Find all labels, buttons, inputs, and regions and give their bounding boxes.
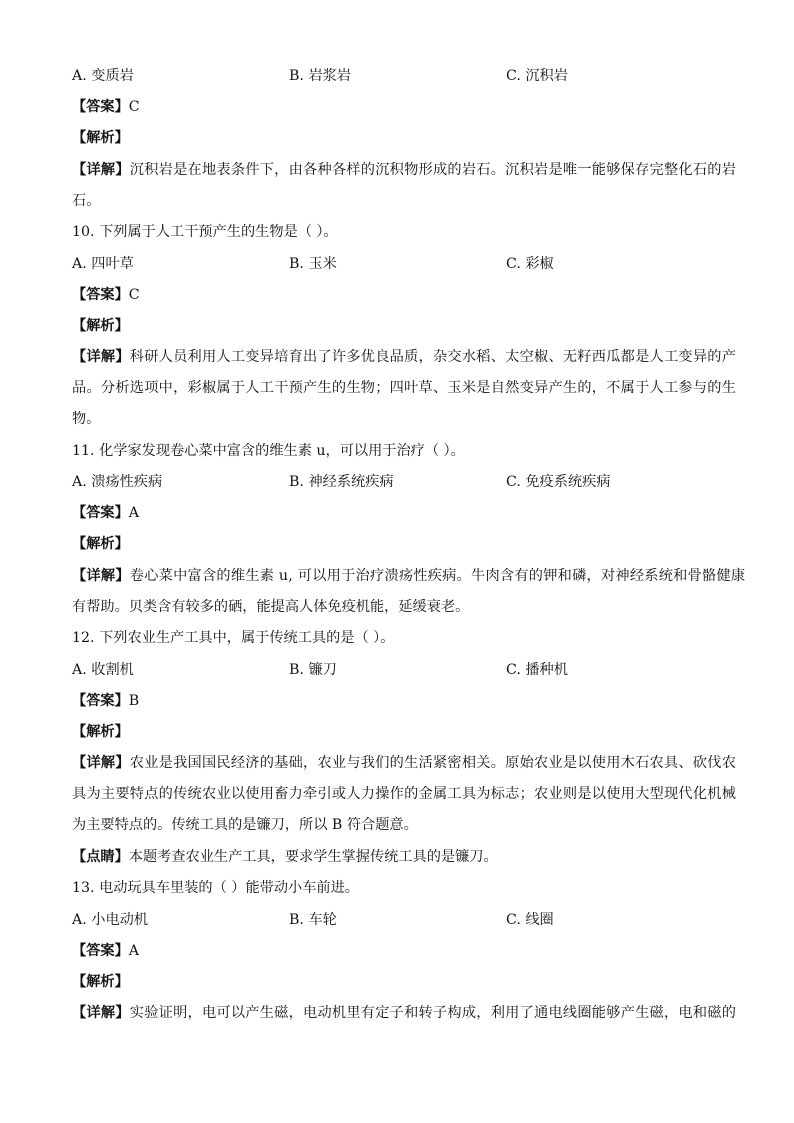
q13-detail-text-1: 实验证明，电可以产生磁，电动机里有定子和转子构成，利用了通电线圈能够产生磁，电和磁的 bbox=[129, 1005, 737, 1021]
q12-stem: 12. 下列农业生产工具中，属于传统工具的是（ ）。 bbox=[72, 630, 395, 646]
q9-option-c: C. 沉积岩 bbox=[506, 68, 568, 84]
analysis-tag: 【解析】 bbox=[72, 974, 129, 990]
answer-tag: 【答案】 bbox=[72, 693, 129, 709]
answer-tag: 【答案】 bbox=[72, 287, 129, 303]
q10-detail-line-2: 品。分析选项中，彩椒属于人工干预产生的生物；四叶草、玉米是自然变异产生的，不属于人工参与的生 bbox=[72, 380, 737, 396]
answer-tag: 【答案】 bbox=[72, 99, 129, 115]
q13-detail-line-1 bbox=[72, 1003, 736, 1023]
q11-answer: A bbox=[128, 505, 140, 521]
q12-detail-line-3: 为主要特点的。传统工具的是镰刀，所以 B 符合题意。 bbox=[72, 817, 418, 833]
q10-option-c: C. 彩椒 bbox=[506, 256, 554, 272]
q10-detail-line-1 bbox=[72, 347, 736, 367]
q10-analysis-line bbox=[72, 316, 129, 336]
q9-answer: C bbox=[128, 99, 140, 115]
q12-point-line bbox=[72, 847, 498, 867]
q13-option-a: A. 小电动机 bbox=[72, 912, 149, 928]
q13-analysis-line bbox=[72, 972, 129, 992]
q9-answer-line bbox=[72, 97, 140, 117]
q9-option-b: B. 岩浆岩 bbox=[289, 68, 352, 84]
q13-option-b: B. 车轮 bbox=[289, 912, 337, 928]
q10-option-a: A. 四叶草 bbox=[72, 256, 134, 272]
q12-answer-line bbox=[72, 691, 139, 711]
q11-stem: 11. 化学家发现卷心菜中富含的维生素 u，可以用于治疗（ ）。 bbox=[72, 443, 465, 459]
q9-option-a: A. 变质岩 bbox=[72, 68, 134, 84]
q12-answer: B bbox=[128, 693, 140, 709]
q13-option-c: C. 线圈 bbox=[506, 912, 554, 928]
detail-tag: 【详解】 bbox=[72, 1005, 130, 1021]
q9-analysis-line bbox=[72, 128, 129, 148]
q11-option-a: A. 溃疡性疾病 bbox=[72, 474, 163, 490]
detail-tag: 【详解】 bbox=[72, 349, 130, 365]
q11-detail-line-2: 有帮助。贝类含有较多的硒，能提高人体免疫机能，延缓衰老。 bbox=[72, 599, 470, 615]
detail-tag: 【详解】 bbox=[72, 568, 130, 584]
q11-option-b: B. 神经系统疾病 bbox=[289, 474, 394, 490]
q11-detail-text-1: 卷心菜中富含的维生素 u, 可以用于治疗溃疡性疾病。牛肉含有的钾和磷，对神经系统和骨骼健康 bbox=[129, 568, 746, 584]
q9-detail-text-1: 沉积岩是在地表条件下，由各种各样的沉积物形成的岩石。沉积岩是唯一能够保存完整化石的岩 bbox=[129, 162, 737, 178]
q12-option-c: C. 播种机 bbox=[506, 662, 568, 678]
q13-answer: A bbox=[128, 943, 140, 959]
analysis-tag: 【解析】 bbox=[72, 536, 129, 552]
q11-detail-line-1 bbox=[72, 566, 745, 586]
q10-stem: 10. 下列属于人工干预产生的生物是（ ）。 bbox=[72, 224, 338, 240]
q10-option-b: B. 玉米 bbox=[289, 256, 337, 272]
analysis-tag: 【解析】 bbox=[72, 724, 129, 740]
q12-detail-line-1 bbox=[72, 753, 736, 773]
q11-option-c: C. 免疫系统疾病 bbox=[506, 474, 611, 490]
q10-detail-line-3: 物。 bbox=[72, 411, 101, 427]
analysis-tag: 【解析】 bbox=[72, 130, 129, 146]
detail-tag: 【详解】 bbox=[72, 755, 130, 771]
q12-analysis-line bbox=[72, 722, 129, 742]
q13-stem: 13. 电动玩具车里装的（ ）能带动小车前进。 bbox=[72, 880, 359, 896]
q10-answer-line bbox=[72, 285, 140, 305]
q12-option-b: B. 镰刀 bbox=[289, 662, 337, 678]
q12-option-a: A. 收割机 bbox=[72, 662, 134, 678]
q11-answer-line bbox=[72, 503, 139, 523]
analysis-tag: 【解析】 bbox=[72, 318, 129, 334]
q11-analysis-line bbox=[72, 534, 129, 554]
q10-answer: C bbox=[128, 287, 140, 303]
q9-detail-line-1 bbox=[72, 160, 736, 180]
answer-tag: 【答案】 bbox=[72, 943, 129, 959]
q13-answer-line bbox=[72, 941, 139, 961]
q12-detail-line-2: 具为主要特点的传统农业以使用畜力牵引或人力操作的金属工具为标志；农业则是以使用大型现代化机械 bbox=[72, 786, 737, 802]
detail-tag: 【详解】 bbox=[72, 162, 130, 178]
q10-detail-text-1: 科研人员利用人工变异培育出了许多优良品质，杂交水稻、太空椒、无籽西瓜都是人工变异的产 bbox=[129, 349, 737, 365]
q9-detail-line-2: 石。 bbox=[72, 193, 101, 209]
q12-detail-text-1: 农业是我国国民经济的基础，农业与我们的生活紧密相关。原始农业是以使用木石农具、砍伐农 bbox=[129, 755, 737, 771]
q12-point-text: 本题考查农业生产工具，要求学生掌握传统工具的是镰刀。 bbox=[128, 849, 498, 865]
answer-tag: 【答案】 bbox=[72, 505, 129, 521]
point-tag: 【点睛】 bbox=[72, 849, 129, 865]
